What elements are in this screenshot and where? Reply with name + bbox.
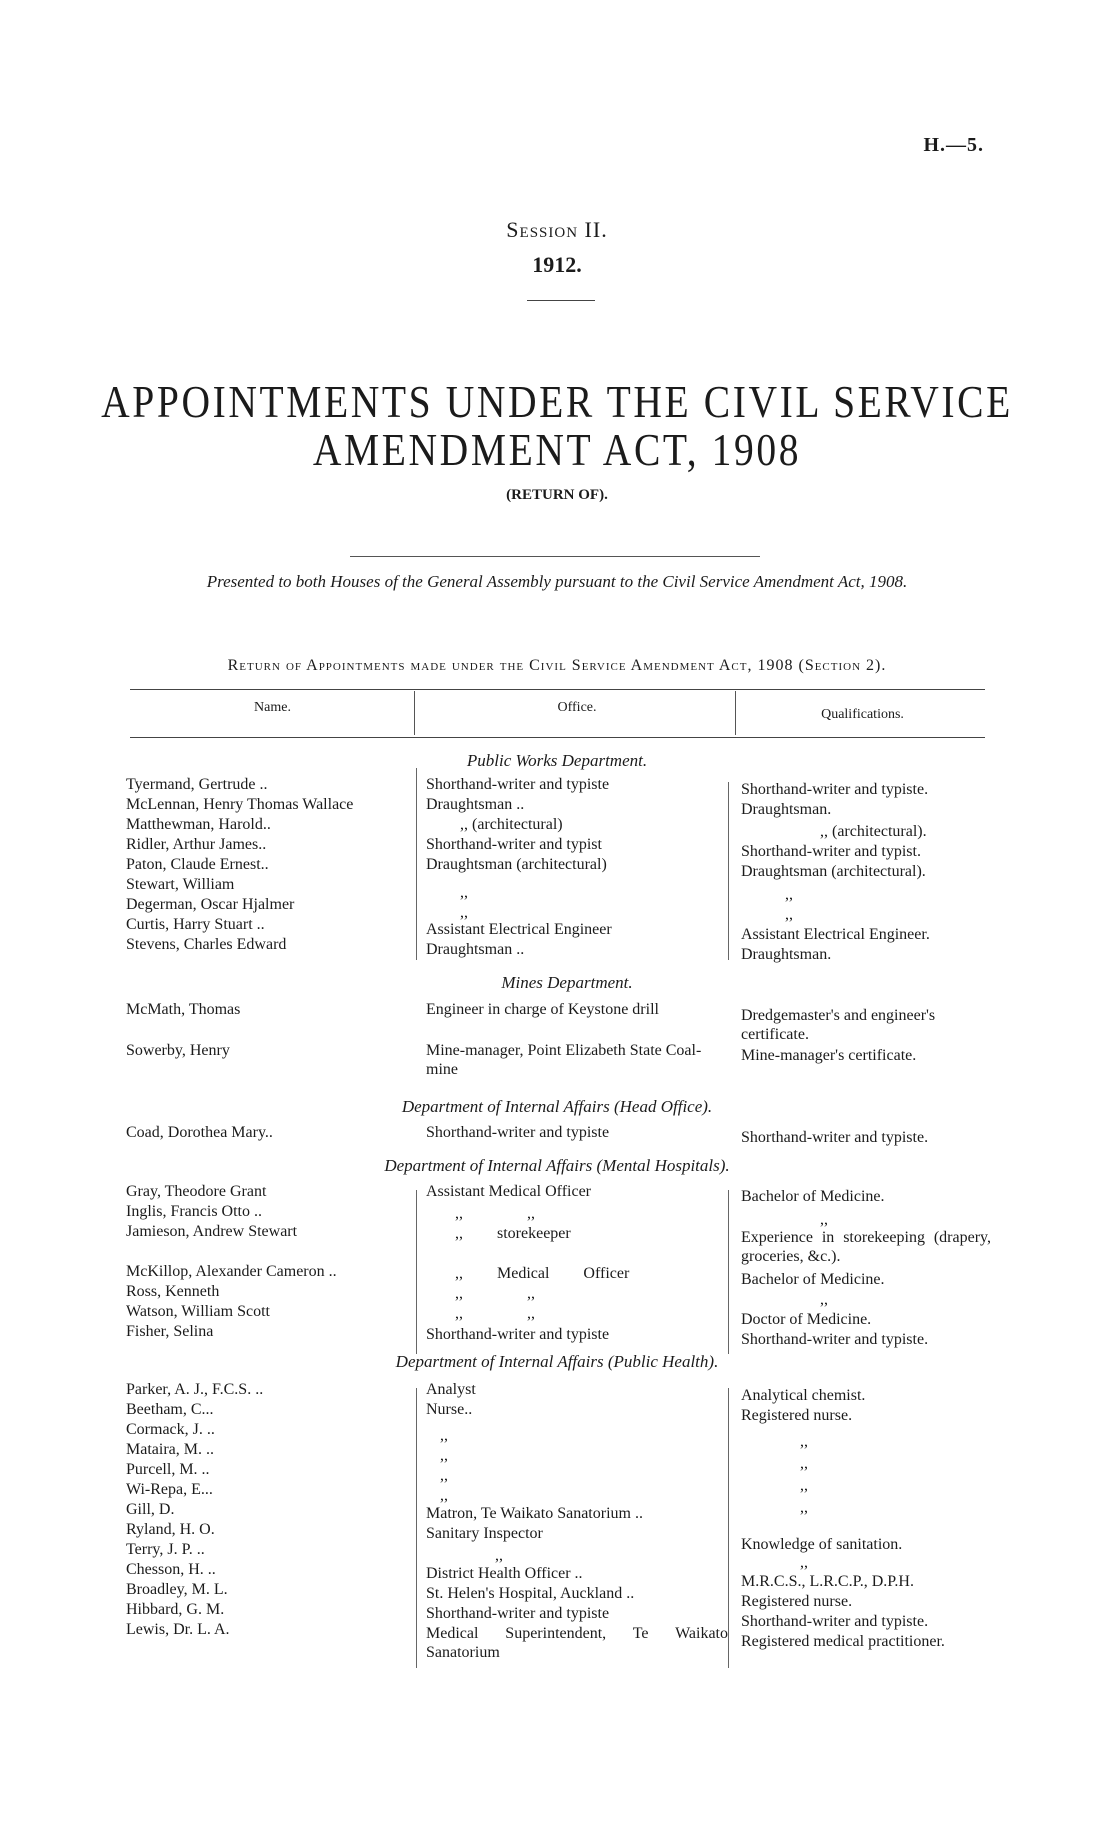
table-row-office: Draughtsman .. — [426, 941, 525, 958]
table-row-office: ,, ,, — [455, 1205, 535, 1222]
table-row-name: Wi-Repa, E... — [126, 1481, 213, 1498]
section-title-mines: Mines Department. — [501, 973, 633, 992]
table-row-qual: Knowledge of sanitation. — [741, 1536, 903, 1553]
table-row-name: Chesson, H. .. — [126, 1561, 216, 1578]
divider — [527, 300, 595, 301]
section-title-public-works: Public Works Department. — [466, 751, 648, 770]
table-row-qual: ,, — [800, 1499, 808, 1516]
table-row-office: Matron, Te Waikato Sanatorium .. — [426, 1505, 643, 1522]
document-reference: H.—5. — [923, 134, 984, 156]
column-divider — [728, 782, 729, 960]
table-row-office: Draughtsman (architectural) — [426, 856, 607, 873]
year-label: 1912. — [532, 252, 582, 277]
table-row-name: Curtis, Harry Stuart .. — [126, 916, 265, 933]
table-row-office: ,, storekeeper — [455, 1225, 571, 1242]
column-divider — [416, 1190, 417, 1354]
document-subtitle: (RETURN OF). — [506, 487, 608, 503]
table-row-office: Shorthand-writer and typiste — [426, 1326, 610, 1343]
table-row-office: Assistant Electrical Engineer — [426, 921, 612, 938]
table-row-name: Cormack, J. .. — [126, 1421, 215, 1438]
table-row-qual: Analytical chemist. — [741, 1387, 866, 1404]
table-row-name: Stevens, Charles Edward — [126, 936, 287, 953]
section-title-mental-hospitals: Department of Internal Affairs (Mental Hospitals). — [384, 1156, 730, 1175]
table-row-qual: Assistant Electrical Engineer. — [741, 926, 930, 943]
column-divider — [735, 691, 736, 735]
table-row-name: Gill, D. — [126, 1501, 175, 1518]
column-divider — [416, 1388, 417, 1668]
table-row-name: McMath, Thomas — [126, 1001, 241, 1018]
return-heading: Return of Appointments made under the Civil Service Amendment Act, 1908 (Section 2). — [227, 657, 887, 674]
table-row-qual: Draughtsman (architectural). — [741, 863, 926, 880]
table-row-office: ,, — [495, 1547, 503, 1564]
table-row-name: Fisher, Selina — [126, 1323, 214, 1340]
table-row-qual: Mine-manager's certificate. — [741, 1047, 917, 1064]
table-row-name: Degerman, Oscar Hjalmer — [126, 896, 295, 913]
table-row-office: Medical Superintendent, Te Waikato Sanatorium — [426, 1625, 728, 1661]
table-row-office: ,, — [460, 904, 468, 921]
table-row-office: ,, — [440, 1467, 448, 1484]
table-row-name: Jamieson, Andrew Stewart — [126, 1223, 298, 1240]
table-row-name: Tyermand, Gertrude .. — [126, 776, 268, 793]
table-row-qual: Experience in storekeeping (drapery, groceries, &c.). — [741, 1229, 991, 1265]
table-row-office: Shorthand-writer and typist — [426, 836, 602, 853]
table-row-office: ,, — [460, 884, 468, 901]
table-row-name: Hibbard, G. M. — [126, 1601, 225, 1618]
table-row-office: Shorthand-writer and typiste — [426, 1605, 610, 1622]
table-row-name: Gray, Theodore Grant — [126, 1183, 267, 1200]
table-row-office: District Health Officer .. — [426, 1565, 583, 1582]
table-row-qual: ,, (architectural). — [820, 823, 927, 840]
table-row-qual: Registered nurse. — [741, 1407, 853, 1424]
column-divider — [728, 1388, 729, 1668]
table-row-name: McLennan, Henry Thomas Wallace — [126, 796, 354, 813]
table-row-qual: ,, — [820, 1211, 828, 1228]
table-row-qual: Draughtsman. — [741, 801, 832, 818]
table-row-office: Shorthand-writer and typiste — [426, 1124, 610, 1141]
table-row-name: Paton, Claude Ernest.. — [126, 856, 269, 873]
table-row-qual: M.R.C.S., L.R.C.P., D.P.H. — [741, 1573, 914, 1590]
table-row-office: ,, — [440, 1487, 448, 1504]
column-divider — [414, 691, 415, 735]
column-header-office: Office. — [557, 700, 597, 715]
table-row-office: Assistant Medical Officer — [426, 1183, 591, 1200]
table-row-qual: Draughtsman. — [741, 946, 832, 963]
table-row-office: Shorthand-writer and typiste — [426, 776, 610, 793]
table-row-office: ,, ,, — [455, 1285, 535, 1302]
table-row-qual: Doctor of Medicine. — [741, 1311, 872, 1328]
table-row-office: ,, ,, — [455, 1305, 535, 1322]
table-row-office: Analyst — [426, 1381, 476, 1398]
table-row-name: Parker, A. J., F.C.S. .. — [126, 1381, 264, 1398]
section-title-public-health: Department of Internal Affairs (Public Health). — [395, 1352, 719, 1371]
presented-note: Presented to both Houses of the General Assembly pursuant to the Civil Service Amendment Act, 1908. — [206, 572, 908, 591]
table-row-name: Sowerby, Henry — [126, 1042, 230, 1059]
table-row-qual: Shorthand-writer and typiste. — [741, 1331, 929, 1348]
table-row-office: ,, — [440, 1427, 448, 1444]
table-row-qual: Bachelor of Medicine. — [741, 1271, 885, 1288]
session-label: Session II. — [506, 217, 608, 242]
table-row-qual: ,, — [800, 1554, 808, 1571]
column-divider — [728, 1190, 729, 1354]
table-row-qual: Shorthand-writer and typiste. — [741, 1129, 929, 1146]
table-row-name: Ryland, H. O. — [126, 1521, 215, 1538]
table-row-qual: Dredgemaster's and engineer's certificate. — [741, 1007, 936, 1043]
table-rule-top — [130, 689, 985, 690]
title-line-2: AMENDMENT ACT, 1908 — [312, 424, 802, 475]
column-divider — [416, 768, 417, 960]
table-row-office: St. Helen's Hospital, Auckland .. — [426, 1585, 635, 1602]
table-row-qual: ,, — [800, 1477, 808, 1494]
table-row-name: McKillop, Alexander Cameron .. — [126, 1263, 337, 1280]
section-title-head-office: Department of Internal Affairs (Head Office). — [401, 1097, 713, 1116]
table-row-office: Sanitary Inspector — [426, 1525, 543, 1542]
table-row-name: Matthewman, Harold.. — [126, 816, 271, 833]
column-header-qualifications: Qualifications. — [821, 707, 904, 722]
table-row-name: Stewart, William — [126, 876, 235, 893]
table-row-name: Purcell, M. .. — [126, 1461, 210, 1478]
table-row-name: Watson, William Scott — [126, 1303, 270, 1320]
table-row-office: Nurse.. — [426, 1401, 473, 1418]
table-row-qual: ,, — [800, 1455, 808, 1472]
table-row-name: Terry, J. P. .. — [126, 1541, 205, 1558]
table-row-office: ,, Medical Officer — [455, 1265, 630, 1282]
table-row-office: Draughtsman .. — [426, 796, 525, 813]
table-row-office: Mine-manager, Point Elizabeth State Coal-mine — [426, 1042, 702, 1078]
table-row-name: Ridler, Arthur James.. — [126, 836, 267, 853]
column-header-name: Name. — [254, 700, 291, 715]
table-row-name: Lewis, Dr. L. A. — [126, 1621, 230, 1638]
table-row-qual: ,, — [785, 886, 793, 903]
table-row-qual: Registered nurse. — [741, 1593, 853, 1610]
table-row-qual: Shorthand-writer and typiste. — [741, 1613, 929, 1630]
table-row-qual: ,, — [820, 1291, 828, 1308]
table-row-name: Broadley, M. L. — [126, 1581, 228, 1598]
table-row-name: Ross, Kenneth — [126, 1283, 220, 1300]
title-line-1: APPOINTMENTS UNDER THE CIVIL SERVICE — [101, 376, 1013, 427]
table-row-qual: Shorthand-writer and typist. — [741, 843, 921, 860]
divider — [350, 556, 760, 557]
table-row-name: Mataira, M. .. — [126, 1441, 214, 1458]
table-row-qual: ,, — [785, 906, 793, 923]
table-row-qual: Bachelor of Medicine. — [741, 1188, 885, 1205]
table-row-qual: Shorthand-writer and typiste. — [741, 781, 929, 798]
table-row-qual: ,, — [800, 1433, 808, 1450]
table-row-name: Beetham, C... — [126, 1401, 214, 1418]
table-row-qual: Registered medical practitioner. — [741, 1633, 945, 1650]
table-rule-bottom — [130, 737, 985, 738]
table-row-office: Engineer in charge of Keystone drill — [426, 1001, 659, 1018]
table-row-name: Inglis, Francis Otto .. — [126, 1203, 262, 1220]
table-row-office: ,, — [440, 1447, 448, 1464]
document-title — [78, 378, 1036, 474]
table-row-office: ,, (architectural) — [460, 816, 563, 833]
table-row-name: Coad, Dorothea Mary.. — [126, 1124, 273, 1141]
